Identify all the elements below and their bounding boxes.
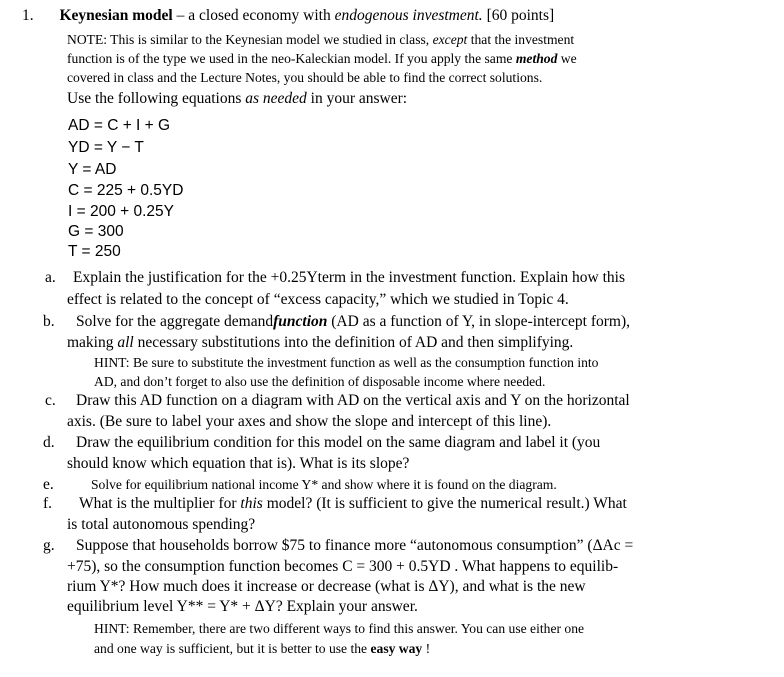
- question-header: 1. Keynesian model – a closed economy with endogenous investment. [60 points]: [22, 7, 555, 24]
- part-g-marker: g.: [43, 537, 55, 554]
- equation-i: I = 200 + 0.25Y: [68, 203, 175, 220]
- equation-t: T = 250: [68, 243, 121, 260]
- equation-g: G = 300: [68, 223, 124, 240]
- part-g-line-3: rium Y*? How much does it increase or decrease (what is ΔY), and what is the new: [67, 578, 586, 595]
- part-f-line-1: What is the multiplier for this model? (It is sufficient to give the numerical result.) What: [79, 495, 627, 512]
- part-d-line-1: Draw the equilibrium condition for this model on the same diagram and label it (you: [76, 434, 601, 451]
- equation-yd: YD = Y − T: [68, 139, 144, 156]
- part-g-line-4: equilibrium level Y** = Y* + ΔY? Explain your answer.: [67, 598, 418, 615]
- question-title: Keynesian model: [59, 7, 173, 24]
- part-b-line-1: Solve for the aggregate demandfunction (AD as a function of Y, in slope-intercept form),: [76, 313, 630, 330]
- question-number: 1.: [22, 7, 34, 24]
- part-g-hint-1: HINT: Remember, there are two different ways to find this answer. You can use either one: [94, 621, 585, 636]
- part-c-marker: c.: [45, 392, 56, 409]
- part-g-line-2: +75), so the consumption function becomes C = 300 + 0.5YD . What happens to equilib-: [67, 558, 619, 575]
- part-c-line-1: Draw this AD function on a diagram with AD on the vertical axis and Y on the horizontal: [76, 392, 630, 409]
- part-f-marker: f.: [43, 495, 53, 512]
- part-g-hint-2: and one way is sufficient, but it is better to use the easy way !: [94, 641, 431, 656]
- part-b-hint-2: AD, and don’t forget to also use the definition of disposable income where needed.: [94, 374, 546, 389]
- part-a-marker: a.: [45, 269, 56, 286]
- part-a-line-2: effect is related to the concept of “excess capacity,” which we studied in Topic 4.: [67, 291, 569, 308]
- part-e-marker: e.: [43, 476, 54, 493]
- part-e-line-1: Solve for equilibrium national income Y* and show where it is found on the diagram.: [91, 477, 557, 492]
- equation-ad: AD = C + I + G: [68, 117, 171, 134]
- note-line-4: Use the following equations as needed in your answer:: [67, 90, 408, 107]
- part-b-line-2: making all necessary substitutions into the definition of AD and then simplifying.: [67, 334, 574, 351]
- part-a-line-1: Explain the justification for the +0.25Yterm in the investment function. Explain how this: [73, 269, 625, 286]
- equation-y: Y = AD: [68, 161, 117, 178]
- equation-c: C = 225 + 0.5YD: [68, 182, 184, 199]
- part-f-line-2: is total autonomous spending?: [67, 516, 256, 533]
- note-line-1: NOTE: This is similar to the Keynesian model we studied in class, except that the investment: [67, 32, 575, 47]
- part-b-marker: b.: [43, 313, 55, 330]
- note-line-2: function is of the type we used in the neo-Kaleckian model. If you apply the same method we: [67, 51, 577, 66]
- part-g-line-1: Suppose that households borrow $75 to finance more “autonomous consumption” (ΔAc =: [76, 537, 634, 554]
- part-b-hint-1: HINT: Be sure to substitute the investment function as well as the consumption function into: [94, 355, 599, 370]
- part-d-line-2: should know which equation that is). What is its slope?: [67, 455, 410, 472]
- note-line-3: covered in class and the Lecture Notes, you should be able to find the correct solutions.: [67, 70, 543, 85]
- part-c-line-2: axis. (Be sure to label your axes and show the slope and intercept of this line).: [67, 413, 552, 430]
- part-d-marker: d.: [43, 434, 55, 451]
